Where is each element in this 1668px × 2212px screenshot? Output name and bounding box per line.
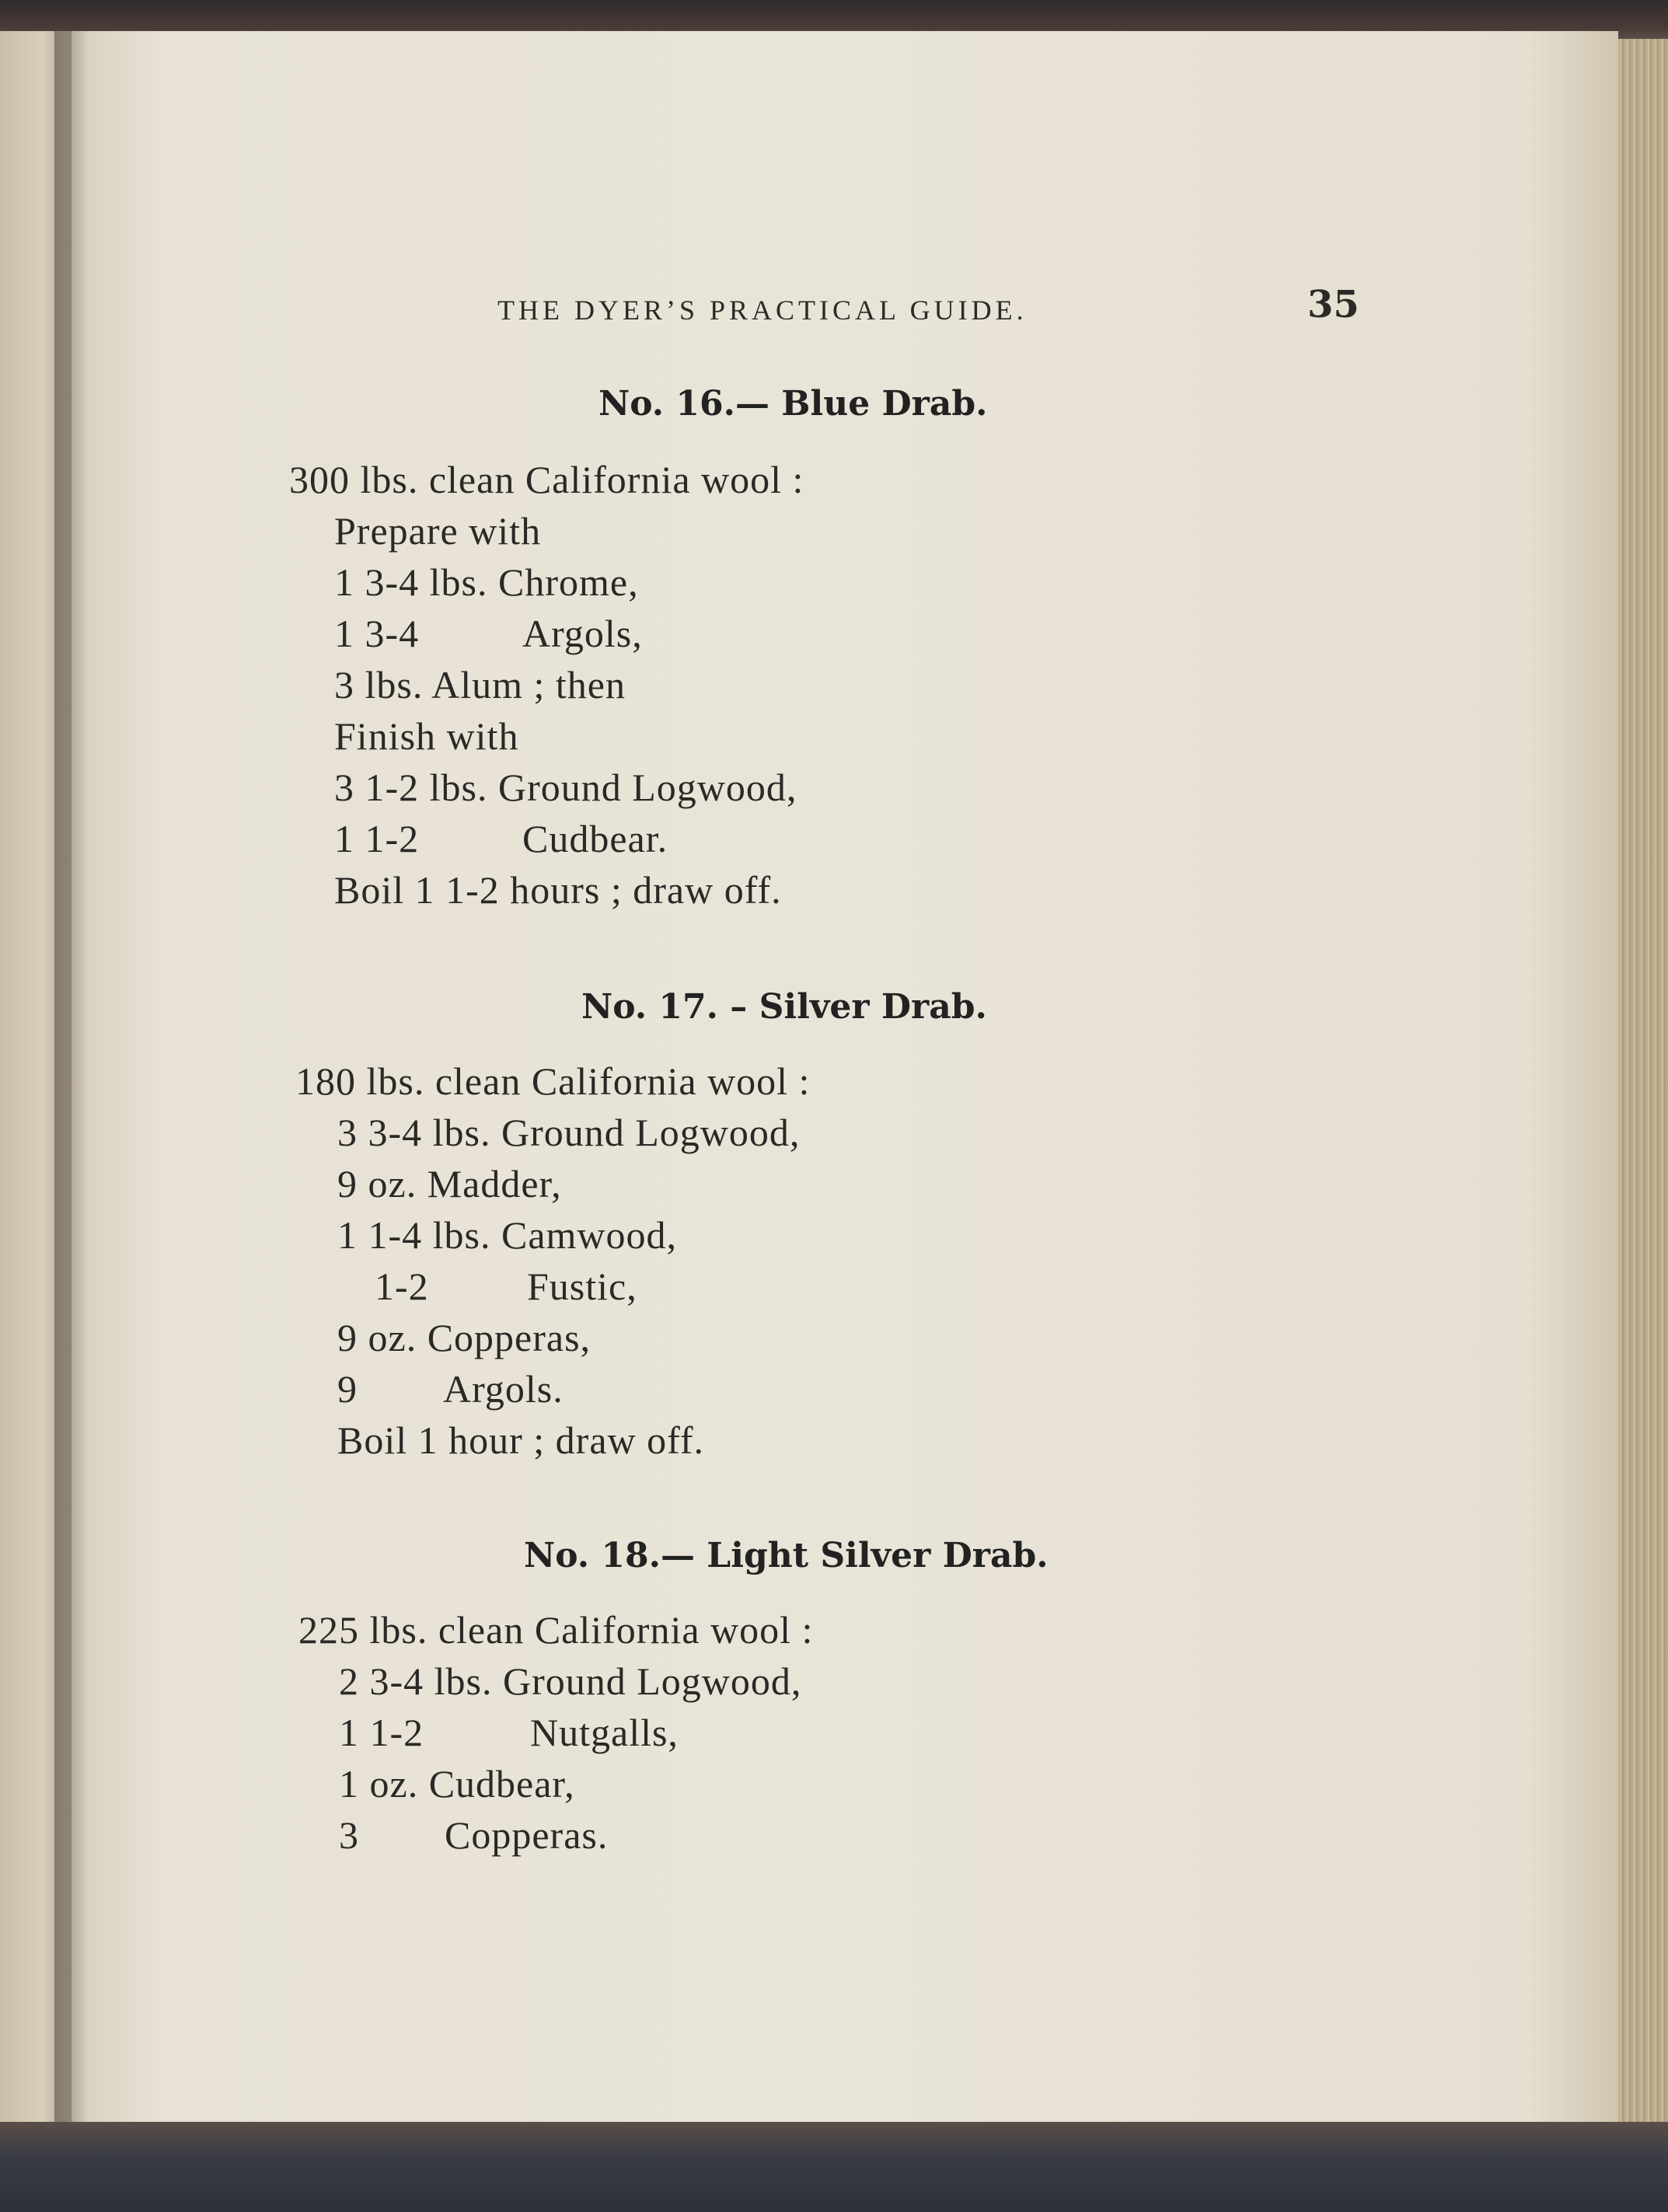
recipe-heading: No. 17. – Silver Drab.	[581, 987, 987, 1027]
recipe-line: 9	[337, 1367, 358, 1411]
recipe-line-item: Fustic,	[527, 1265, 637, 1308]
recipe-line: 1 1-4 lbs. Camwood,	[337, 1213, 678, 1257]
recipe-intro: 300 lbs. clean California wool :	[289, 458, 804, 501]
recipe-intro: 225 lbs. clean California wool :	[298, 1608, 814, 1652]
recipe-line: Boil 1 1-2 hours ; draw off.	[334, 868, 782, 912]
recipe-line: 3 lbs. Alum ; then	[334, 663, 626, 707]
recipe-line-item: Nutgalls,	[530, 1711, 679, 1754]
recipe-line: Boil 1 hour ; draw off.	[337, 1418, 705, 1462]
recipe-line: 3	[339, 1813, 359, 1857]
book-cover-bottom	[0, 2122, 1668, 2212]
recipe-intro: 180 lbs. clean California wool :	[295, 1059, 811, 1103]
recipe-line: 1 oz. Cudbear,	[339, 1762, 575, 1806]
page-edges	[1618, 39, 1668, 2130]
recipe-line-item: Argols,	[522, 612, 643, 655]
recipe-line: 1 1-2	[339, 1711, 424, 1754]
page-gutter	[54, 31, 89, 2130]
recipe-line: 1 3-4	[334, 612, 420, 655]
recipe-line: 1 3-4 lbs. Chrome,	[334, 560, 639, 604]
recipe-line: 3 1-2 lbs. Ground Logwood,	[334, 766, 797, 809]
recipe-line-item: Copperas.	[445, 1813, 609, 1857]
recipe-line: 1-2	[375, 1265, 429, 1308]
recipe-line-item: Argols.	[443, 1367, 564, 1411]
page-number: 35	[1307, 283, 1359, 326]
recipe-line: 3 3-4 lbs. Ground Logwood,	[337, 1111, 801, 1154]
recipe-line-item: Cudbear.	[522, 817, 668, 860]
recipe-heading: No. 18.— Light Silver Drab.	[524, 1536, 1049, 1575]
recipe-line: 9 oz. Copperas,	[337, 1316, 591, 1359]
recipe-heading: No. 16.— Blue Drab.	[598, 384, 988, 424]
recipe-line: 1 1-2	[334, 817, 420, 860]
recipe-line: Finish with	[334, 714, 519, 758]
recipe-line: 2 3-4 lbs. Ground Logwood,	[339, 1659, 802, 1703]
running-head: THE DYER’S PRACTICAL GUIDE.	[497, 295, 1028, 326]
recipe-line: 9 oz. Madder,	[337, 1162, 562, 1205]
recipe-line: Prepare with	[334, 509, 542, 553]
